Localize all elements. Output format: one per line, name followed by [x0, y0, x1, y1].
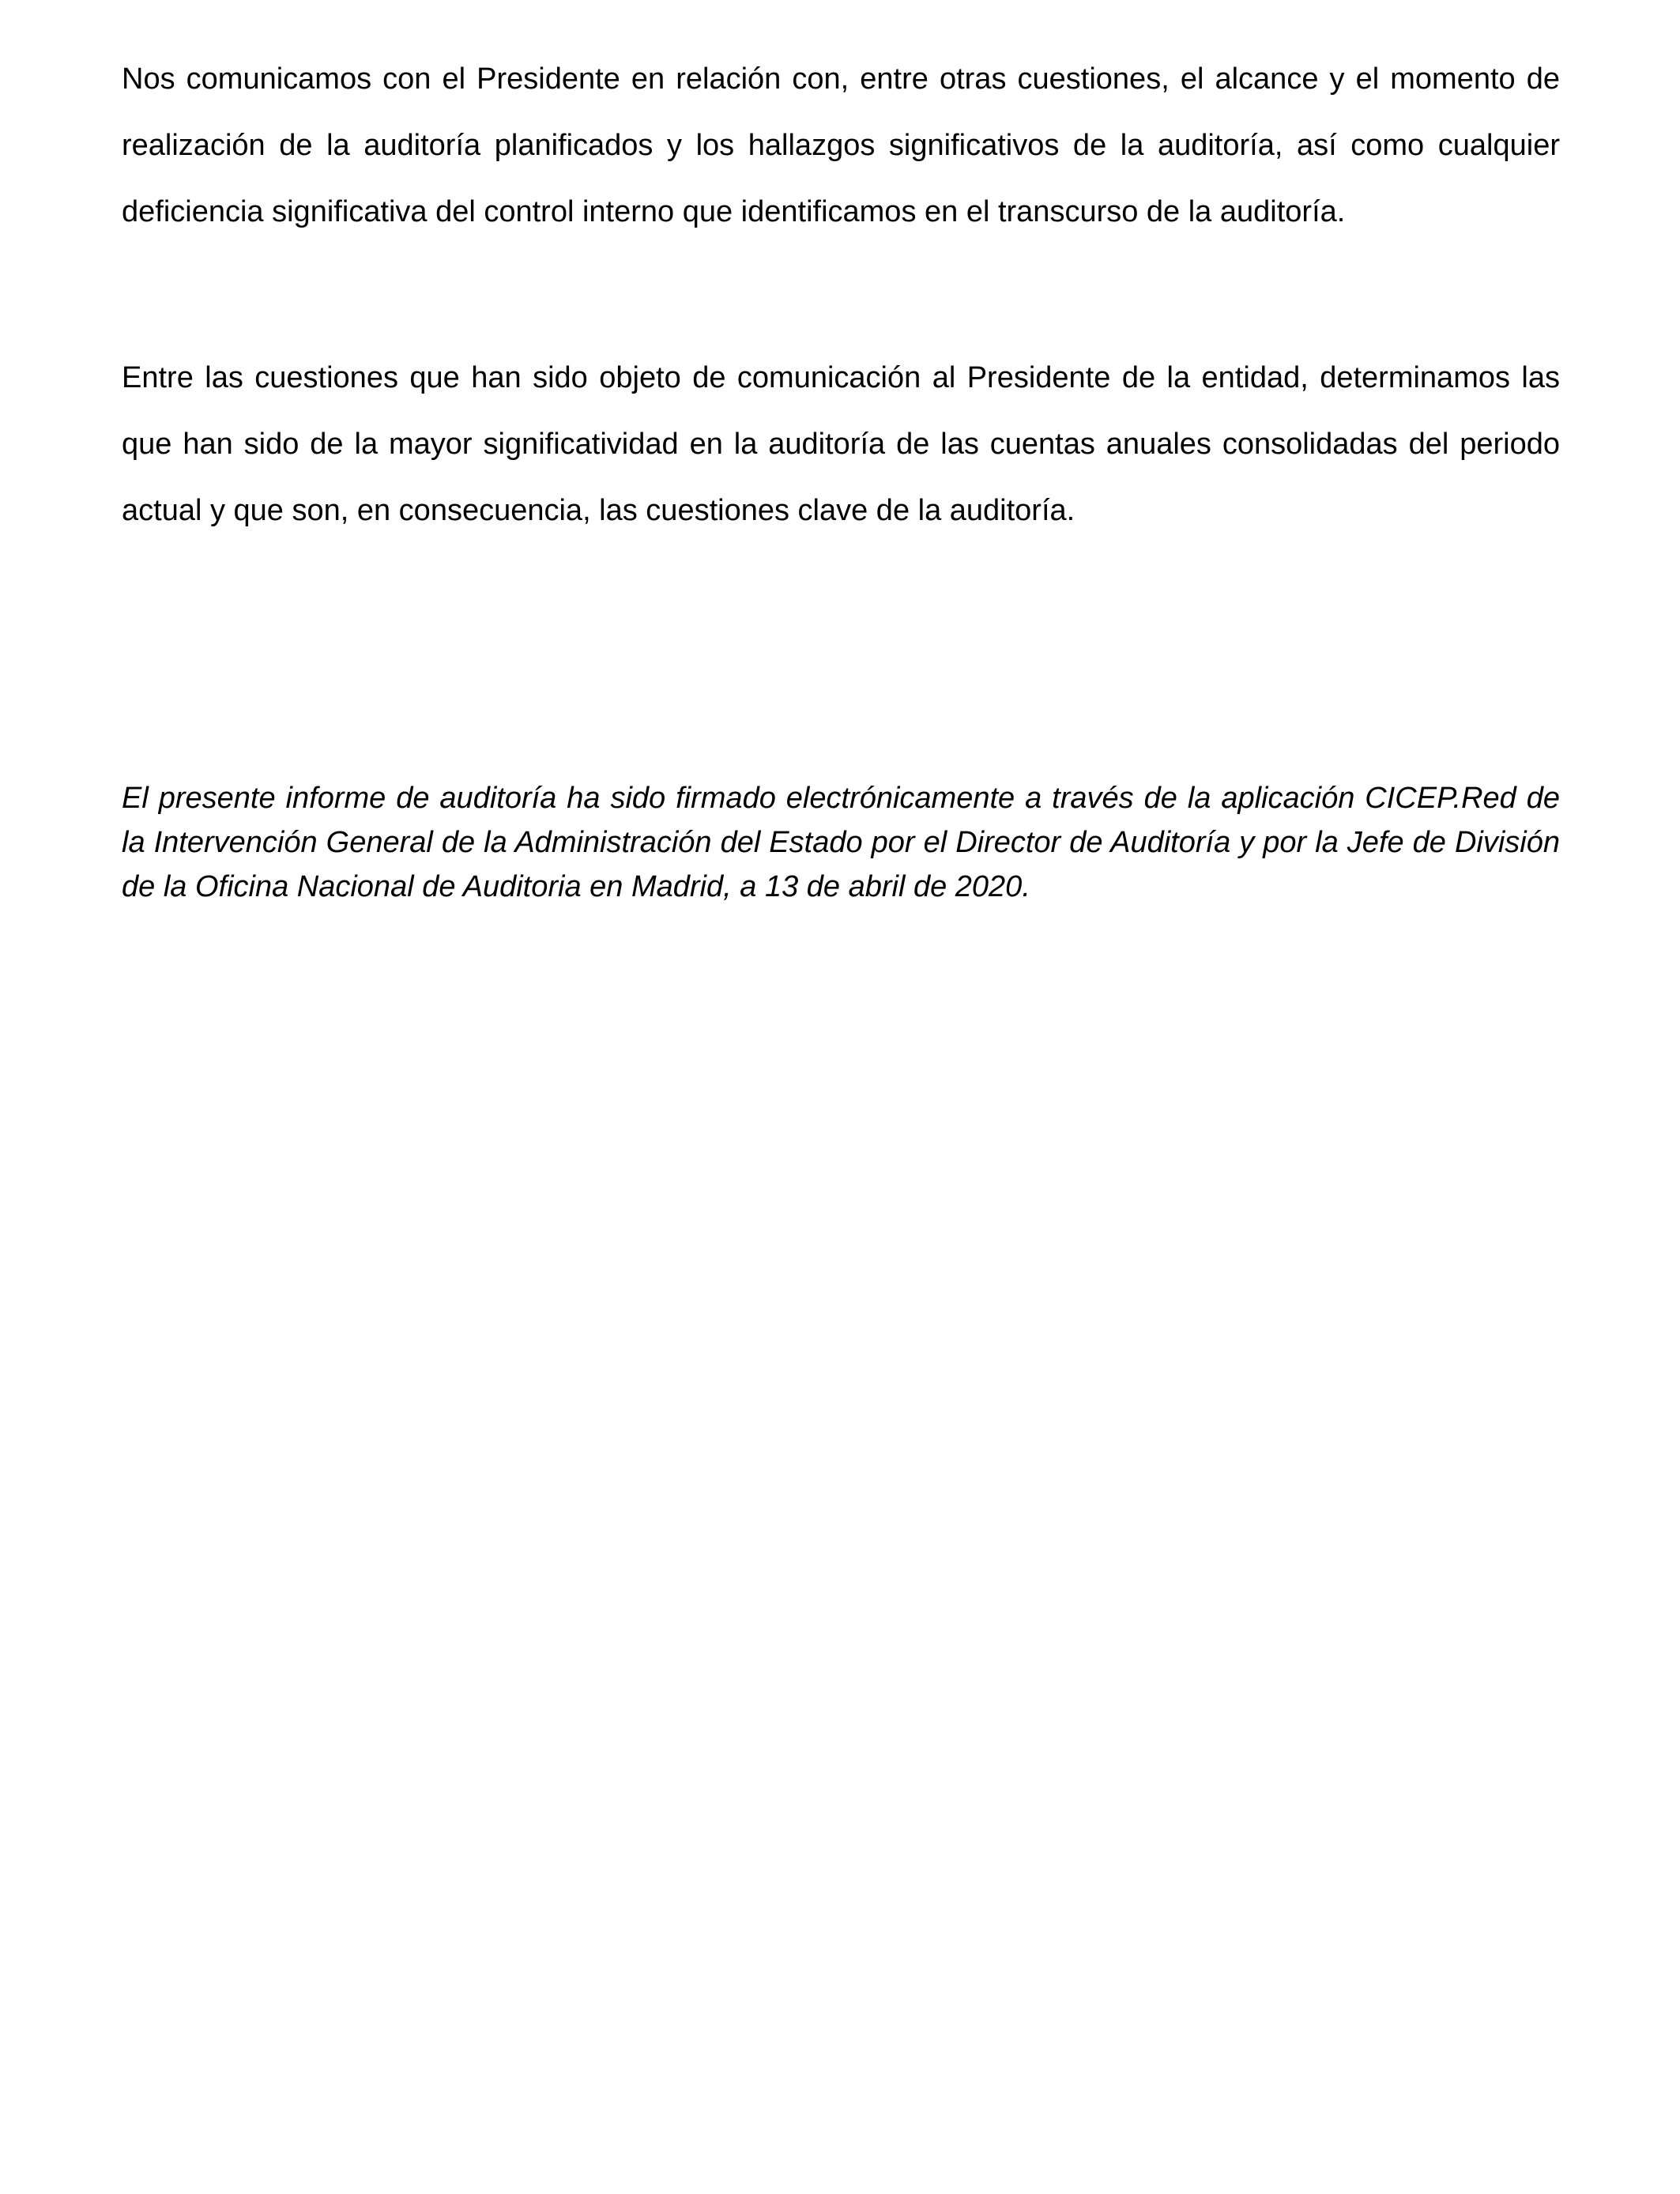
- paragraph-key-audit-matters: Entre las cuestiones que han sido objeto de comunicación al Presidente de la entidad, determinamos las que han sido de la mayor significatividad en la auditoría de las cuentas anuales consolidadas del periodo actual y que son, en consecuencia, las cuestiones clave de la auditoría.: [122, 361, 1560, 527]
- paragraph-communication-scope: Nos comunicamos con el Presidente en relación con, entre otras cuestiones, el alcance y el momento de realización de la auditoría planificados y los hallazgos significativos de la auditoría, así como cualquier deficiencia significativa del control interno que identificamos en el transcurso de la auditoría.: [122, 62, 1560, 228]
- electronic-signature-note: El presente informe de auditoría ha sido firmado electrónicamente a través de la aplicación CICEP.Red de la Intervención General de la Administración del Estado por el Director de Auditoría y por la Jefe de División de la Oficina Nacional de Auditoria en Madrid, a 13 de abril de 2020.: [122, 782, 1560, 903]
